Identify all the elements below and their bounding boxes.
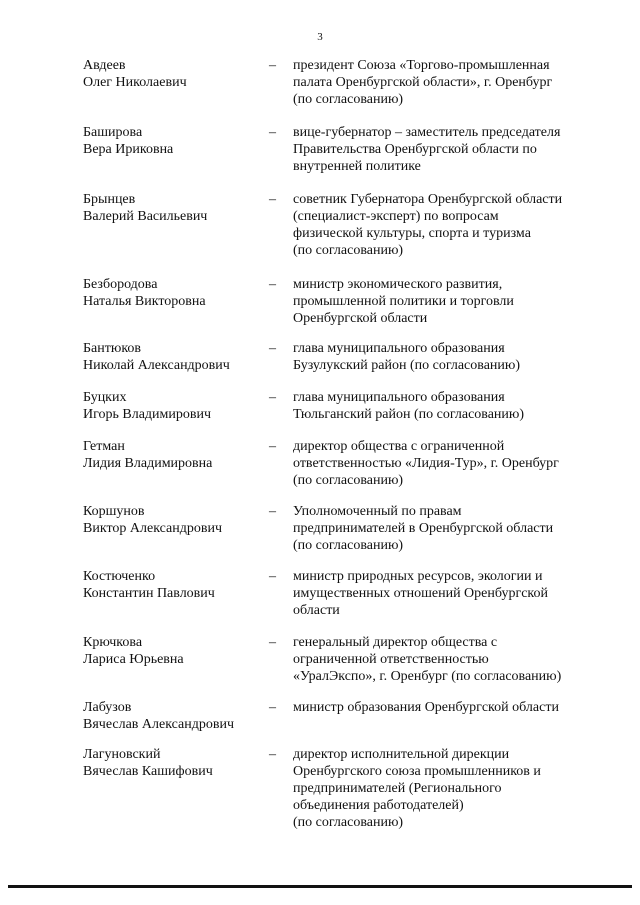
member-name	[83, 191, 263, 225]
member-last-name: Крючкова	[83, 635, 143, 650]
role-line: директор исполнительной дирекции	[293, 747, 510, 762]
member-name	[83, 389, 263, 423]
member-first-names: Лариса Юрьевна	[83, 652, 184, 667]
member-role	[293, 389, 603, 423]
member-first-names: Виктор Александрович	[83, 521, 223, 536]
dash-separator: –	[269, 569, 276, 584]
member-last-name: Безбородова	[83, 277, 158, 292]
role-line: глава муниципального образования	[293, 390, 505, 405]
member-name	[83, 699, 263, 733]
role-line: (по согласованию)	[293, 92, 404, 107]
role-line: Уполномоченный по правам	[293, 504, 462, 519]
dash-separator: –	[269, 341, 276, 356]
role-line: Тюльганский район (по согласованию)	[293, 407, 525, 422]
member-last-name: Баширова	[83, 125, 143, 140]
member-role	[293, 124, 603, 175]
member-role	[293, 503, 603, 554]
member-name	[83, 57, 263, 91]
role-line: советник Губернатора Оренбургской области	[293, 192, 563, 207]
member-role	[293, 634, 603, 685]
member-first-names: Николай Александрович	[83, 358, 230, 373]
member-first-names: Константин Павлович	[83, 586, 215, 601]
member-role	[293, 276, 603, 327]
dash-separator: –	[269, 277, 276, 292]
role-line: объединения работодателей)	[293, 798, 464, 813]
member-name	[83, 124, 263, 158]
member-name	[83, 746, 263, 780]
member-first-names: Вячеслав Александрович	[83, 717, 235, 732]
member-name	[83, 568, 263, 602]
dash-separator: –	[269, 125, 276, 140]
role-line: (по согласованию)	[293, 473, 404, 488]
role-line: Бузулукский район (по согласованию)	[293, 358, 521, 373]
role-line: Оренбургского союза промышленников и	[293, 764, 541, 779]
role-line: генеральный директор общества с	[293, 635, 498, 650]
role-line: (по согласованию)	[293, 243, 404, 258]
role-line: «УралЭкспо», г. Оренбург (по согласованию)	[293, 669, 562, 684]
role-line: внутренней политике	[293, 159, 421, 174]
dash-separator: –	[269, 747, 276, 762]
member-first-names: Вера Ириковна	[83, 142, 174, 157]
member-last-name: Лагуновский	[83, 747, 161, 762]
role-line: Правительства Оренбургской области по	[293, 142, 537, 157]
role-line: предпринимателей (Регионального	[293, 781, 502, 796]
member-last-name: Брынцев	[83, 192, 136, 207]
dash-separator: –	[269, 504, 276, 519]
role-line: министр образования Оренбургской области	[293, 700, 559, 715]
member-last-name: Гетман	[83, 439, 125, 454]
dash-separator: –	[269, 58, 276, 73]
member-first-names: Лидия Владимировна	[83, 456, 213, 471]
role-line: физической культуры, спорта и туризма	[293, 226, 531, 241]
member-first-names: Олег Николаевич	[83, 75, 187, 90]
role-line: министр экономического развития,	[293, 277, 503, 292]
role-line: директор общества с ограниченной	[293, 439, 505, 454]
member-name	[83, 276, 263, 310]
member-last-name: Бантюков	[83, 341, 142, 356]
role-line: Оренбургской области	[293, 311, 428, 326]
role-line: предпринимателей в Оренбургской области	[293, 521, 554, 536]
role-line: вице-губернатор – заместитель председателя	[293, 125, 561, 140]
member-last-name: Авдеев	[83, 58, 126, 73]
member-name	[83, 634, 263, 668]
bottom-rule	[8, 885, 632, 888]
role-line: президент Союза «Торгово-промышленная	[293, 58, 550, 73]
member-first-names: Вячеслав Кашифович	[83, 764, 213, 779]
member-name	[83, 503, 263, 537]
member-role	[293, 438, 603, 489]
member-name	[83, 340, 263, 374]
member-role	[293, 340, 603, 374]
member-role	[293, 699, 603, 716]
member-first-names: Валерий Васильевич	[83, 209, 208, 224]
dash-separator: –	[269, 439, 276, 454]
member-first-names: Наталья Викторовна	[83, 294, 206, 309]
role-line: (по согласованию)	[293, 538, 404, 553]
member-last-name: Коршунов	[83, 504, 145, 519]
role-line: министр природных ресурсов, экологии и	[293, 569, 543, 584]
member-name	[83, 438, 263, 472]
dash-separator: –	[269, 192, 276, 207]
role-line: имущественных отношений Оренбургской	[293, 586, 549, 601]
member-first-names: Игорь Владимирович	[83, 407, 212, 422]
page-number: 3	[317, 31, 323, 43]
role-line: (специалист-эксперт) по вопросам	[293, 209, 499, 224]
member-last-name: Лабузов	[83, 700, 132, 715]
dash-separator: –	[269, 390, 276, 405]
member-last-name: Костюченко	[83, 569, 156, 584]
member-role	[293, 746, 603, 831]
role-line: глава муниципального образования	[293, 341, 505, 356]
dash-separator: –	[269, 635, 276, 650]
role-line: области	[293, 603, 340, 618]
member-last-name: Буцких	[83, 390, 127, 405]
role-line: ответственностью «Лидия-Тур», г. Оренбург	[293, 456, 559, 471]
role-line: промышленной политики и торговли	[293, 294, 514, 309]
member-role	[293, 191, 603, 259]
member-role	[293, 568, 603, 619]
role-line: палата Оренбургской области», г. Оренбург	[293, 75, 553, 90]
member-role	[293, 57, 603, 108]
dash-separator: –	[269, 700, 276, 715]
role-line: ограниченной ответственностью	[293, 652, 489, 667]
role-line: (по согласованию)	[293, 815, 404, 830]
